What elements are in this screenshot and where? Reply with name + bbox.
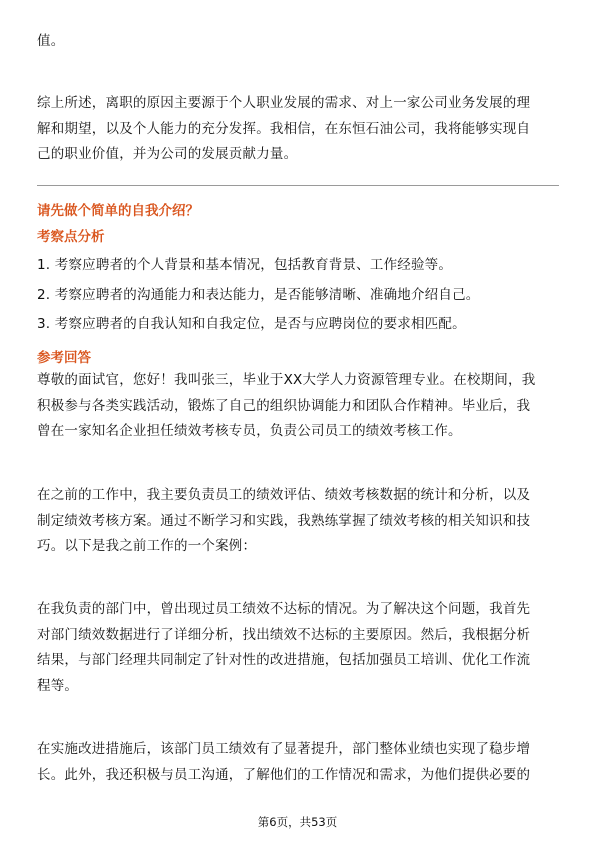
- text-line: 己的职业价值，并为公司的发展贡献力量。: [37, 146, 298, 162]
- answer-paragraph: [37, 597, 561, 699]
- section-divider: [37, 185, 559, 186]
- summary-paragraph: [37, 91, 561, 168]
- text-line: 巧。以下是我之前工作的一个案例：: [37, 538, 257, 554]
- answer-paragraph: [37, 737, 561, 788]
- text-line: 制定绩效考核方案。通过不断学习和实践，我熟练掌握了绩效考核的相关知识和技: [37, 512, 531, 529]
- analysis-heading: 考察点分析: [37, 229, 105, 245]
- answer-paragraph: [37, 368, 561, 445]
- text-line: 尊敬的面试官，您好！我叫张三，毕业于XX大学人力资源管理专业。在校期间，我: [37, 372, 536, 388]
- text-line: 在我负责的部门中，曾出现过员工绩效不达标的情况。为了解决这个问题，我首先: [37, 601, 531, 617]
- analysis-item: 3. 考察应聘者的自我认知和自我定位，是否与应聘岗位的要求相匹配。: [37, 316, 466, 332]
- text-line: 程等。: [37, 677, 79, 694]
- text-line: 曾在一家知名企业担任绩效考核专员，负责公司员工的绩效考核工作。: [37, 423, 462, 439]
- text-line: 值。: [37, 33, 65, 49]
- text-line: 积极参与各类实践活动，锻炼了自己的组织协调能力和团队合作精神。毕业后，我: [37, 397, 531, 414]
- text-line: 对部门绩效数据进行了详细分析，找出绩效不达标的主要原因。然后，我根据分析: [37, 626, 531, 643]
- analysis-item: 1. 考察应聘者的个人背景和基本情况，包括教育背景、工作经验等。: [37, 257, 453, 273]
- page-number-footer: 第6页，共53页: [257, 815, 338, 829]
- answer-heading: 参考回答: [37, 350, 91, 366]
- text-line: 在实施改进措施后，该部门员工绩效有了显著提升，部门整体业绩也实现了稳步增: [37, 741, 531, 757]
- continuation-paragraph: [37, 29, 561, 55]
- text-line: 结果，与部门经理共同制定了针对性的改进措施，包括加强员工培训、优化工作流: [37, 652, 531, 668]
- text-line: 解和期望，以及个人能力的充分发挥。我相信，在东恒石油公司，我将能够实现自: [37, 120, 531, 137]
- question-heading: 请先做个简单的自我介绍？: [37, 203, 199, 219]
- answer-paragraph: [37, 483, 561, 560]
- text-line: 在之前的工作中，我主要负责员工的绩效评估、绩效考核数据的统计和分析，以及: [37, 487, 531, 503]
- analysis-item: 2. 考察应聘者的沟通能力和表达能力，是否能够清晰、准确地介绍自己。: [37, 287, 480, 303]
- text-line: 综上所述，离职的原因主要源于个人职业发展的需求、对上一家公司业务发展的理: [37, 95, 531, 111]
- text-line: 长。此外，我还积极与员工沟通，了解他们的工作情况和需求，为他们提供必要的: [37, 766, 531, 783]
